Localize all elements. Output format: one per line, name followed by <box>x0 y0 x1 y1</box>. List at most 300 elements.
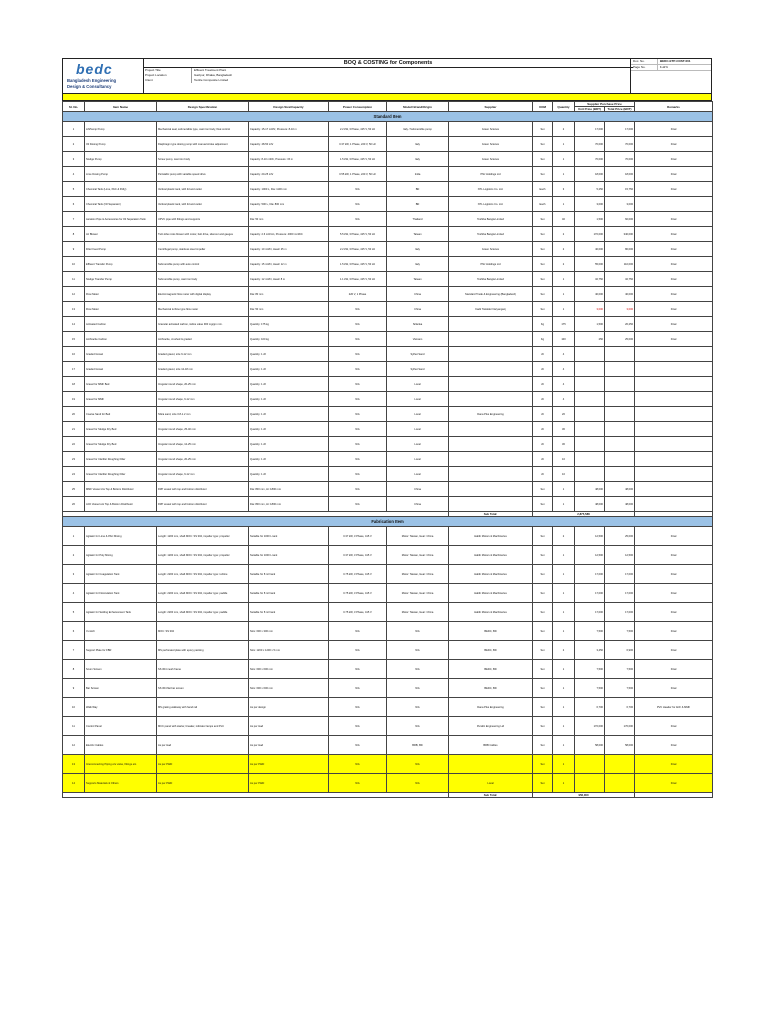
cell-qty: 10 <box>553 452 575 467</box>
cell-model: China <box>387 482 449 497</box>
standard-item-row <box>63 137 713 152</box>
cell-power: 0.75 kW, 3 Phase, 415 V <box>329 565 387 584</box>
cell-size: Quantity: 1 cft <box>249 407 329 422</box>
cell-size: Quantity: 1 cft <box>249 362 329 377</box>
cell-uom: Set <box>533 641 553 660</box>
cell-uom: cft <box>533 452 553 467</box>
cell-spec: MCC panel with starter, breaker, indicator lamps and PLC <box>157 717 249 736</box>
cell-supplier <box>449 377 533 392</box>
cell-unit <box>575 377 605 392</box>
cell-power: N/A <box>329 679 387 698</box>
cell-uom: Set <box>533 774 553 793</box>
cell-total: 25,000 <box>605 332 635 347</box>
cell-sl: 12 <box>63 736 85 755</box>
cell-uom: cft <box>533 362 553 377</box>
cell-qty: 1 <box>553 660 575 679</box>
col-uom: UOM <box>533 102 553 112</box>
cell-spec: Irregular round shape, 20-25 mm <box>157 377 249 392</box>
standard-item-row <box>63 467 713 482</box>
standard-item-row <box>63 212 713 227</box>
cell-sl: 5 <box>63 603 85 622</box>
cell-model: Srilanka <box>387 317 449 332</box>
cell-sl: 16 <box>63 347 85 362</box>
fabrication-item-row <box>63 660 713 679</box>
cell-remarks: Final <box>635 546 713 565</box>
fabrication-item-row <box>63 641 713 660</box>
cell-power: 1.1 kW, 3 Phase, 415 V, 50 Hz <box>329 272 387 287</box>
cell-sl: 8 <box>63 660 85 679</box>
standard-item-row <box>63 167 713 182</box>
cell-item: Chemical Tank (Oil Separator) <box>85 197 157 212</box>
cell-size: Dia: 800 mm, Ht: 1800 mm <box>249 482 329 497</box>
cell-supplier: Purafin Engineering Ltd <box>449 717 533 736</box>
cell-power: N/A <box>329 660 387 679</box>
cell-uom: Set <box>533 736 553 755</box>
sheet-header <box>62 58 712 94</box>
cell-total: 70,000 <box>605 137 635 152</box>
cell-remarks: Final <box>635 257 713 272</box>
project-label: Project Title <box>145 68 192 73</box>
cell-power: 0.37 kW, 3 Phase, 415 V <box>329 546 387 565</box>
cell-uom: Set <box>533 584 553 603</box>
cell-remarks: Final <box>635 660 713 679</box>
cell-model: Vietnam <box>387 332 449 347</box>
cell-item: Supports Materials & Others <box>85 774 157 793</box>
cell-remarks: Final <box>635 212 713 227</box>
cell-qty: 100 <box>553 332 575 347</box>
cell-item: Flow Meter <box>85 302 157 317</box>
cell-item: Walk Way <box>85 698 157 717</box>
cell-spec: Submersible pump, cast iron body <box>157 272 249 287</box>
cell-unit: 17,000 <box>575 603 605 622</box>
cell-item: Sludge Transfer Pump <box>85 272 157 287</box>
cell-remarks <box>635 497 713 512</box>
fabrication-subtotal-value: 956,000 <box>533 793 635 798</box>
cell-spec: Length: 2200 mm, shaft MOC: SS 304, impeller type: paddle <box>157 584 249 603</box>
standard-item-row <box>63 452 713 467</box>
cell-spec: Anthracite, crushed & graded <box>157 332 249 347</box>
col-size: Design Size/Capacity <box>249 102 329 112</box>
cell-sl: 13 <box>63 755 85 774</box>
cell-unit: 48,000 <box>575 497 605 512</box>
cell-total: 7,500 <box>605 660 635 679</box>
standard-item-row <box>63 227 713 242</box>
cell-size: Suitable for 8 m3 tank <box>249 565 329 584</box>
cell-spec: Length: 2200 mm, shaft MOC: SS 304, impeller type: turbine <box>157 565 249 584</box>
fabrication-item-row <box>63 622 713 641</box>
cell-total: 170,000 <box>605 717 635 736</box>
cell-total <box>605 774 635 793</box>
cell-power: N/A <box>329 422 387 437</box>
cell-qty: 2 <box>553 527 575 546</box>
cell-item: Gravel for Sludge Dry Bed <box>85 422 157 437</box>
cell-total: 6,700 <box>605 698 635 717</box>
cell-qty: 1 <box>553 482 575 497</box>
cell-item: Electric Cables <box>85 736 157 755</box>
logo-line-2: Design & Consultancy <box>67 84 112 89</box>
cell-item: MMF Vessel c/w Top & Bottom Distributor <box>85 482 157 497</box>
cell-uom: Kg <box>533 317 553 332</box>
fabrication-subtotal-row <box>63 793 713 798</box>
cell-uom: Set <box>533 242 553 257</box>
cell-item: Support Plate for FBR <box>85 641 157 660</box>
cell-total: 32,750 <box>605 272 635 287</box>
cell-qty: 1 <box>553 565 575 584</box>
cell-qty: 4 <box>553 392 575 407</box>
cell-unit: 17,000 <box>575 565 605 584</box>
standard-item-row <box>63 377 713 392</box>
cell-power: N/A <box>329 717 387 736</box>
cell-model: Motor: Taiwan, Gear: China <box>387 546 449 565</box>
cell-qty: 2 <box>553 641 575 660</box>
cell-power: 220 V, 1 Phase <box>329 287 387 302</box>
cell-qty: 1 <box>553 717 575 736</box>
cell-model: India <box>387 167 449 182</box>
cell-unit: 3,000 <box>575 197 605 212</box>
cell-qty: 1 <box>553 497 575 512</box>
cell-sl: 20 <box>63 407 85 422</box>
cell-spec: Length: 1200 mm, shaft MOC: SS 304, impeller type: propeller <box>157 546 249 565</box>
cell-unit: 3,000 <box>575 302 605 317</box>
cell-size: Quantity: 1 cft <box>249 452 329 467</box>
cell-spec: Graded gravel, size 6-12 mm <box>157 347 249 362</box>
cell-model: N/A <box>387 698 449 717</box>
logo-line-1: Bangladesh Engineering <box>67 78 117 83</box>
cell-size: As per design <box>249 698 329 717</box>
cell-spec: Irregular round shape, 25-40 mm <box>157 422 249 437</box>
cell-qty: 4 <box>553 377 575 392</box>
cell-uom: Set <box>533 622 553 641</box>
cell-model: Motor: Taiwan, Gear: China <box>387 527 449 546</box>
cell-supplier: Local <box>449 774 533 793</box>
cell-spec: SS 304 flat bar screen <box>157 679 249 698</box>
cell-uom: cft <box>533 392 553 407</box>
cell-model: Taiwan <box>387 272 449 287</box>
cell-uom: Set <box>533 660 553 679</box>
cell-power: N/A <box>329 622 387 641</box>
cell-supplier <box>449 362 533 377</box>
cell-model: N/A <box>387 660 449 679</box>
cell-model: BD <box>387 197 449 212</box>
cell-unit <box>575 392 605 407</box>
cell-sl: 26 <box>63 497 85 512</box>
col-unit-price: Unit Price (BDT) <box>575 107 605 112</box>
cell-power: N/A <box>329 641 387 660</box>
fabrication-item-row <box>63 603 713 622</box>
cell-model: Local <box>387 392 449 407</box>
cell-spec: MOC: SS 304 <box>157 622 249 641</box>
cell-spec: Mechanical turbine type flow meter <box>157 302 249 317</box>
cell-unit: 55,000 <box>575 257 605 272</box>
cell-power: N/A <box>329 302 387 317</box>
cell-supplier <box>449 482 533 497</box>
cell-uom: Set <box>533 302 553 317</box>
cell-spec: Screw pump, cast iron body <box>157 152 249 167</box>
cell-sl: 11 <box>63 272 85 287</box>
fabrication-item-row <box>63 527 713 546</box>
cell-total <box>605 392 635 407</box>
col-remarks: Remarks <box>635 102 713 112</box>
cell-uom: Set <box>533 212 553 227</box>
cell-uom: Each <box>533 197 553 212</box>
cell-model: N/A <box>387 622 449 641</box>
cell-uom: Set <box>533 152 553 167</box>
cell-unit <box>575 467 605 482</box>
cell-size: Quantity: 100 kg <box>249 332 329 347</box>
cell-spec: UPVC pipe with fittings and supports <box>157 212 249 227</box>
cell-power: N/A <box>329 377 387 392</box>
cell-total: 80,000 <box>605 242 635 257</box>
client-label: Client <box>145 78 192 83</box>
cell-unit: 5,250 <box>575 182 605 197</box>
cell-remarks: Final <box>635 272 713 287</box>
cell-sl: 4 <box>63 584 85 603</box>
cell-total: 60,000 <box>605 212 635 227</box>
cell-supplier: Toshiba Bangla Limited <box>449 227 533 242</box>
cell-remarks: Final <box>635 122 713 137</box>
cell-uom: cft <box>533 377 553 392</box>
cell-sl: 2 <box>63 546 85 565</box>
cell-item: Interconnecting Piping c/w valve, fittings etc. <box>85 755 157 774</box>
cell-model: China <box>387 497 449 512</box>
cell-unit <box>575 452 605 467</box>
client-value: Textile Composite Limited <box>194 78 229 82</box>
cell-remarks <box>635 422 713 437</box>
cell-size: Capacity: 10 m3/hr, Head: 25 m <box>249 242 329 257</box>
cell-qty: 175 <box>553 317 575 332</box>
cell-spec: As per P&ID <box>157 774 249 793</box>
cell-total: 3,000 <box>605 302 635 317</box>
cell-sl: 23 <box>63 452 85 467</box>
cell-size: Quantity: 1 cft <box>249 467 329 482</box>
cell-sl: 9 <box>63 242 85 257</box>
cell-sl: 14 <box>63 774 85 793</box>
cell-uom: Set <box>533 287 553 302</box>
cell-sl: 21 <box>63 422 85 437</box>
cell-supplier <box>449 755 533 774</box>
cell-size: Capacity: 15-17 m3/hr, Pressure: 8-10 m <box>249 122 329 137</box>
standard-item-row <box>63 422 713 437</box>
cell-supplier: BRB Cables <box>449 736 533 755</box>
cell-size: Capacity: 12 m3/hr, Head: 8 m <box>249 272 329 287</box>
cell-total: 25,000 <box>605 527 635 546</box>
cell-item: Activated Carbon <box>85 317 157 332</box>
cell-supplier: Standard Trade & Engineering (Bangladesh) <box>449 287 533 302</box>
cell-item: Gravel for Sludge Dry Bed <box>85 437 157 452</box>
page-value: 1 of 1 <box>660 65 668 69</box>
cell-size: Dia: 50 mm <box>249 212 329 227</box>
cell-total: 48,000 <box>605 482 635 497</box>
cell-size: Capacity: 8-10 m3/hr, Pressure: 15 m <box>249 152 329 167</box>
cell-sl: 3 <box>63 565 85 584</box>
cell-uom: Set <box>533 679 553 698</box>
cell-spec: Diaphragm type dosing pump with manual stroke adjustment <box>157 137 249 152</box>
cell-remarks: Final <box>635 182 713 197</box>
cell-remarks: Final <box>635 774 713 793</box>
cell-total: 110,000 <box>605 257 635 272</box>
cell-unit: 70,000 <box>575 137 605 152</box>
cell-qty: 3 <box>553 182 575 197</box>
cell-unit <box>575 362 605 377</box>
cell-unit: 32,750 <box>575 272 605 287</box>
cell-qty: 2 <box>553 242 575 257</box>
cell-unit: 18,000 <box>575 167 605 182</box>
cell-item: Gravel for MMF Bed <box>85 377 157 392</box>
cell-power: 5.5 kW, 3 Phase, 415 V, 50 Hz <box>329 227 387 242</box>
doc-no-value: BEDC-ETP-COST-001 <box>660 59 691 63</box>
cell-item: Control Panel <box>85 717 157 736</box>
cell-unit <box>575 755 605 774</box>
cell-supplier: NTL Logistics Co. Ltd. <box>449 182 533 197</box>
cell-size: Dia: 50 mm <box>249 302 329 317</box>
cell-item: Chemical Tank (Lime, PAC & Polly) <box>85 182 157 197</box>
cell-remarks: Final <box>635 227 713 242</box>
cell-qty: 4 <box>553 347 575 362</box>
cell-size: Capacity: 15 m3/hr, Head: 12 m <box>249 257 329 272</box>
cell-item: Effluent Transfer Pump <box>85 257 157 272</box>
cell-sl: 24 <box>63 467 85 482</box>
cell-power: 0.75 kW, 3 Phase, 415 V <box>329 584 387 603</box>
cell-model: Italy <box>387 137 449 152</box>
cell-power: N/A <box>329 497 387 512</box>
cell-power: N/A <box>329 755 387 774</box>
fabrication-item-row <box>63 736 713 755</box>
cell-sl: 18 <box>63 377 85 392</box>
sheet-title: BOQ & COSTING for Components <box>143 59 633 68</box>
cell-model: N/A <box>387 679 449 698</box>
standard-item-row <box>63 272 713 287</box>
cell-item: Coarse Sand for Bed <box>85 407 157 422</box>
cell-power: N/A <box>329 212 387 227</box>
col-price-group: Supplier Purchase Price <box>575 102 635 107</box>
standard-item-row <box>63 482 713 497</box>
cell-total: 340,000 <box>605 227 635 242</box>
cell-size: Suitable for 1000 L tank <box>249 546 329 565</box>
cell-remarks <box>635 452 713 467</box>
cell-remarks: Final <box>635 242 713 257</box>
standard-item-row <box>63 362 713 377</box>
cell-item: Agitator for Settling Enhancement Tank <box>85 603 157 622</box>
cell-remarks: Final <box>635 317 713 332</box>
cell-sl: 19 <box>63 392 85 407</box>
cell-qty: 1 <box>553 603 575 622</box>
cell-remarks: Final <box>635 679 713 698</box>
logo-mark: bedc <box>76 61 113 77</box>
cell-model: N/A <box>387 755 449 774</box>
cell-item: Scum Screen <box>85 660 157 679</box>
fabrication-item-row <box>63 755 713 774</box>
cell-supplier: Green Science <box>449 137 533 152</box>
cell-supplier <box>449 422 533 437</box>
cell-model: Motor: Taiwan, Gear: China <box>387 603 449 622</box>
cell-supplier: NTL Logistics Co. Ltd. <box>449 197 533 212</box>
fabrication-item-row <box>63 774 713 793</box>
cell-sl: 22 <box>63 437 85 452</box>
cell-total <box>605 377 635 392</box>
project-value: Effluent Treatment Plant <box>194 68 227 72</box>
cell-model: China <box>387 287 449 302</box>
cell-uom: cft <box>533 422 553 437</box>
cell-spec: Submersible pump with auto control <box>157 257 249 272</box>
cell-unit: 17,000 <box>575 584 605 603</box>
cell-spec: FRP vessel with top and bottom distributor <box>157 497 249 512</box>
cell-total: 48,000 <box>605 497 635 512</box>
cell-item: Gravel for MMF <box>85 392 157 407</box>
cell-uom: Set <box>533 167 553 182</box>
cell-size: Quantity: 1 cft <box>249 437 329 452</box>
cell-spec: Vertical plastic tank, with lid and outlet <box>157 182 249 197</box>
cell-supplier <box>449 497 533 512</box>
cell-supplier: Toshiba Bangla Limited <box>449 212 533 227</box>
cell-size: Dia: 80 mm <box>249 287 329 302</box>
cell-item: Oil Dosing Pump <box>85 137 157 152</box>
cell-spec: MS perforated plate with epoxy painting <box>157 641 249 660</box>
boq-sheet <box>62 58 712 798</box>
standard-item-row <box>63 317 713 332</box>
cell-spec: Graded gravel, size 12-18 mm <box>157 362 249 377</box>
cell-supplier: PNz Holdings Ltd <box>449 257 533 272</box>
cell-item: Filter Feed Pump <box>85 242 157 257</box>
location-label: Project Location <box>145 73 192 78</box>
cell-item: Sludge Pump <box>85 152 157 167</box>
cell-size: Dia: 800 mm, Ht: 1800 mm <box>249 497 329 512</box>
standard-item-row <box>63 332 713 347</box>
cell-unit <box>575 347 605 362</box>
cell-total: 58,000 <box>605 736 635 755</box>
cell-total <box>605 755 635 774</box>
cell-size: Quantity: 1 cft <box>249 422 329 437</box>
standard-item-row <box>63 122 713 137</box>
cell-supplier <box>449 347 533 362</box>
cell-model: Italy <box>387 242 449 257</box>
cell-model: N/A <box>387 717 449 736</box>
cell-item: Flow Meter <box>85 287 157 302</box>
cell-qty: 1 <box>553 774 575 793</box>
cell-model: Sylhet Sand <box>387 347 449 362</box>
cell-unit: 170,000 <box>575 717 605 736</box>
col-supplier: Supplier <box>449 102 533 112</box>
cell-power: N/A <box>329 482 387 497</box>
cell-remarks: Final <box>635 755 713 774</box>
cell-model: Italy <box>387 257 449 272</box>
doc-no-label: Doc. No. <box>633 59 658 64</box>
cell-power: N/A <box>329 437 387 452</box>
cell-unit: 6,700 <box>575 698 605 717</box>
cell-power: N/A <box>329 332 387 347</box>
cell-item: Agitator for Flocculation Tank <box>85 584 157 603</box>
cell-unit: 170,000 <box>575 227 605 242</box>
cell-remarks: Final <box>635 622 713 641</box>
cell-power: N/A <box>329 392 387 407</box>
col-power: Power Consumption <box>329 102 387 112</box>
location-value: Gazipur, Dhaka, Bangladesh <box>194 73 233 77</box>
cell-total <box>605 347 635 362</box>
cell-uom: Set <box>533 698 553 717</box>
cell-remarks <box>635 482 713 497</box>
cell-sl: 1 <box>63 527 85 546</box>
cell-spec: MS grating walkway with hand rail <box>157 698 249 717</box>
cell-item: V-notch <box>85 622 157 641</box>
cell-supplier <box>449 467 533 482</box>
cell-supplier: Green Science <box>449 242 533 257</box>
cell-qty: 2 <box>553 257 575 272</box>
cell-qty: 1 <box>553 622 575 641</box>
cell-supplier: Habib Motors & Machineries <box>449 603 533 622</box>
cell-model: Motor: Taiwan, Gear: China <box>387 565 449 584</box>
cell-supplier: Habib Motors & Machineries <box>449 565 533 584</box>
cell-model: N/A <box>387 641 449 660</box>
cell-supplier <box>449 317 533 332</box>
